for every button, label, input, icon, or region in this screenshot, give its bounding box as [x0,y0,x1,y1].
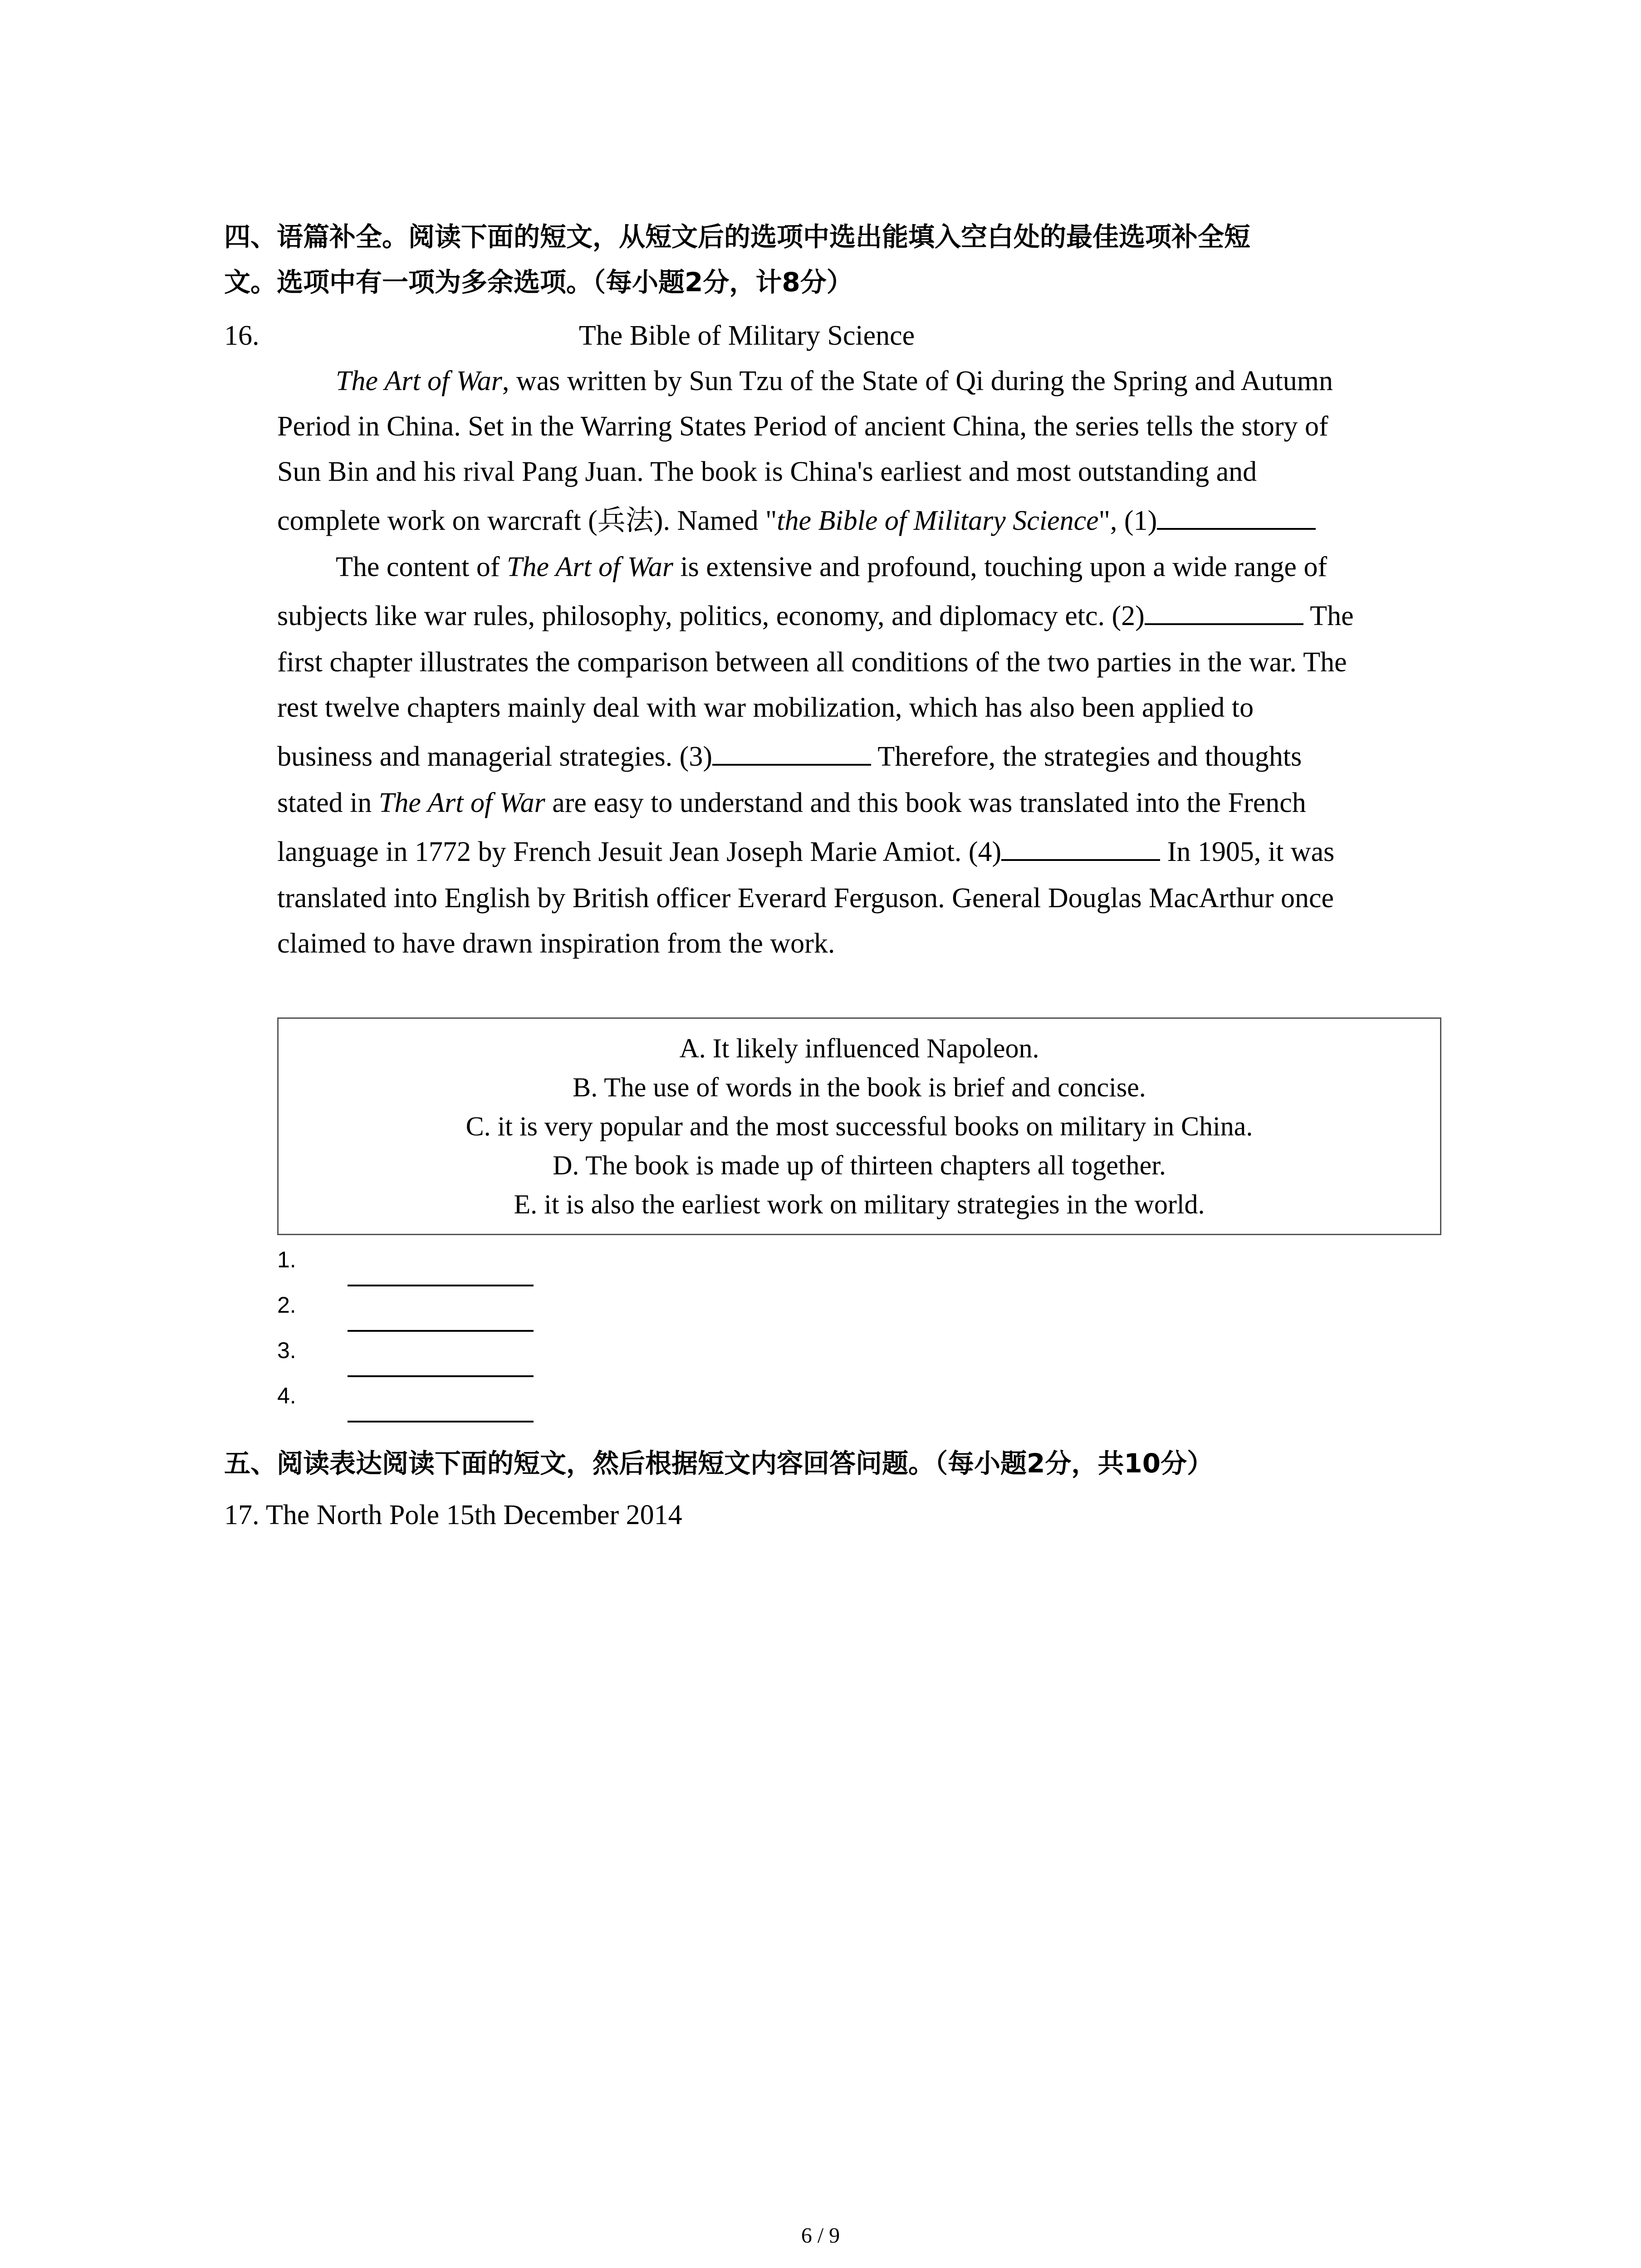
blank-4[interactable] [1001,831,1160,861]
passage-line: claimed to have drawn inspiration from the work. [277,928,835,959]
answer-line-3[interactable] [348,1375,534,1377]
passage-line: stated in The Art of War are easy to understand and this book was translated into the French [277,787,1306,818]
answer-number-4: 4. [277,1383,296,1408]
blank-3[interactable] [712,736,871,766]
answer-number-1: 1. [277,1247,296,1272]
passage-line: subjects like war rules, philosophy, politics, economy, and diplomacy etc. (2) The [277,593,1354,639]
passage-line: rest twelve chapters mainly deal with war mobilization, which has also been applied to [277,692,1254,723]
passage-title: The Bible of Military Science [578,320,915,351]
passage-line: complete work on warcraft (兵法). Named "the Bible of Military Science", (1) [277,498,1316,543]
option-e: E. it is also the earliest work on military strategies in the world. [514,1189,1205,1219]
answer-number-2: 2. [277,1292,296,1318]
passage-line: Sun Bin and his rival Pang Juan. The book is China's earliest and most outstanding and [277,456,1257,487]
passage-line: The Art of War, was written by Sun Tzu of the State of Qi during the Spring and Autumn [336,366,1333,396]
section4-heading-line1: 四、语篇补全。阅读下面的短文，从短文后的选项中选出能填入空白处的最佳选项补全短 [224,221,1251,252]
option-a: A. It likely influenced Napoleon. [679,1033,1039,1063]
answer-number-3: 3. [277,1338,296,1363]
section5-heading: 五、阅读表达阅读下面的短文，然后根据短文内容回答问题。（每小题2分，共10分） [224,1448,1214,1479]
option-c: C. it is very popular and the most successful books on military in China. [465,1111,1253,1141]
passage-line: translated into English by British officer Everard Ferguson. General Douglas MacArthur once [277,883,1334,914]
passage-line: business and managerial strategies. (3) Therefore, the strategies and thoughts [277,734,1302,779]
section4-heading-line2: 文。选项中有一项为多余选项。（每小题2分，计8分） [224,267,853,298]
answer-line-4[interactable] [348,1421,534,1422]
option-d: D. The book is made up of thirteen chapters all together. [553,1150,1166,1180]
options-box [277,1017,1441,1235]
page-number: 6 / 9 [801,2224,840,2248]
passage-line: Period in China. Set in the Warring States Period of ancient China, the series tells the story of [277,411,1328,442]
question-16-number: 16. [224,320,260,351]
passage-line: language in 1772 by French Jesuit Jean Joseph Marie Amiot. (4) In 1905, it was [277,829,1334,875]
answer-line-2[interactable] [348,1330,534,1332]
blank-1[interactable] [1157,500,1316,530]
passage-line: first chapter illustrates the comparison between all conditions of the two parties in the war. The [277,647,1347,678]
answer-line-1[interactable] [348,1285,534,1286]
question-17: 17. The North Pole 15th December 2014 [224,1500,682,1530]
option-b: B. The use of words in the book is brief and concise. [573,1072,1146,1102]
passage-line: The content of The Art of War is extensive and profound, touching upon a wide range of [336,552,1327,582]
blank-2[interactable] [1145,595,1303,625]
